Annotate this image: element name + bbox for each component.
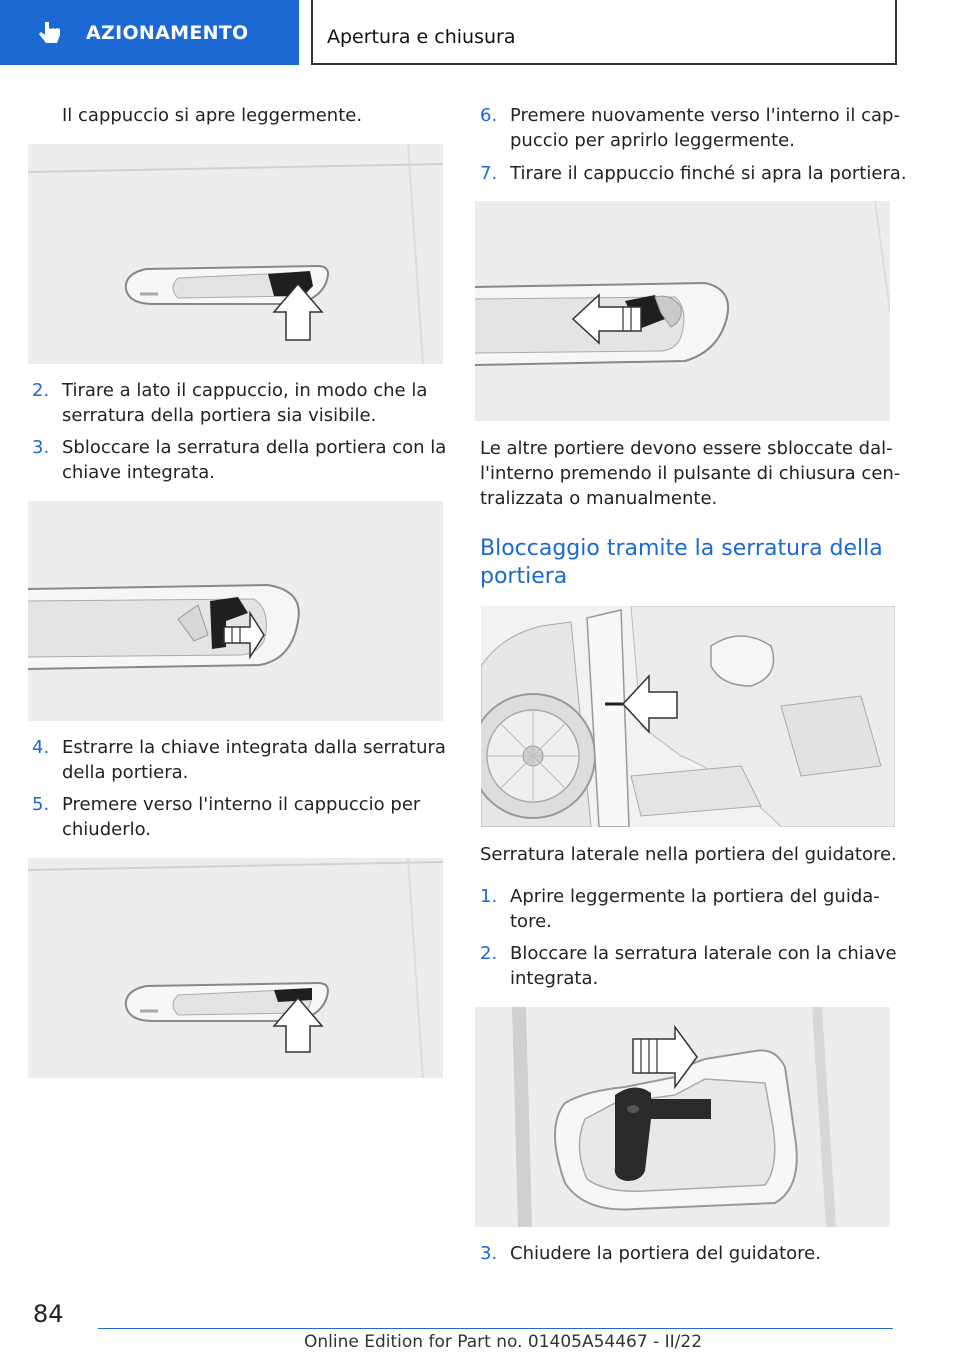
step-number: 2. (32, 380, 50, 401)
step-text-line: Tirare a lato il cappuccio, in modo che la (62, 380, 428, 401)
chapter-header (311, 0, 897, 65)
step-number: 6. (480, 105, 498, 126)
step-text-line: Estrarre la chiave integrata dalla serratura (62, 737, 446, 758)
step-number: 7. (480, 163, 498, 184)
footer-edition: Online Edition for Part no. 01405A54467 - II/22 (304, 1332, 703, 1352)
step-text-line: chiave integrata. (62, 462, 215, 483)
footer-divider (98, 1328, 893, 1329)
figure-caption: Serratura laterale nella portiera del guidatore. (480, 844, 897, 865)
step-text-line: Sbloccare la serratura della portiera con la (62, 437, 447, 458)
step-number: 4. (32, 737, 50, 758)
intro-text: Il cappuccio si apre leggermente. (62, 105, 363, 126)
paragraph-line: Le altre portiere devono essere sbloccate dal‐ (480, 438, 893, 459)
step-text-line: Premere verso l'interno il cappuccio per (62, 794, 421, 815)
figure-handle-cap-close (28, 858, 443, 1078)
step-text-line: della portiera. (62, 762, 189, 783)
figure-handle-cap-open (28, 144, 443, 364)
paragraph-line: l'interno premendo il pulsante di chiusura cen‐ (480, 463, 901, 484)
section-tab (0, 0, 299, 65)
figure-side-lock-key (475, 1007, 890, 1227)
figure-door-side-lock (481, 606, 895, 827)
figure-pull-cap-open-door (475, 201, 890, 421)
pointing-hand-icon (36, 20, 64, 48)
step-text-line: serratura della portiera sia visibile. (62, 405, 377, 426)
step-text-line: Tirare il cappuccio finché si apra la portiera. (510, 163, 907, 184)
paragraph-line: tralizzata o manualmente. (480, 488, 718, 509)
step-number: 5. (32, 794, 50, 815)
step-number: 3. (32, 437, 50, 458)
section-heading-line: Bloccaggio tramite la serratura della (480, 536, 883, 561)
figure-unlock-with-key (28, 501, 443, 721)
step-text-line: Bloccare la serratura laterale con la chiave (510, 943, 897, 964)
step-text-line: Chiudere la portiera del guidatore. (510, 1243, 821, 1264)
chapter-title: Apertura e chiusura (327, 26, 516, 48)
step-number: 2. (480, 943, 498, 964)
step-text-line: chiuderlo. (62, 819, 152, 840)
step-number: 3. (480, 1243, 498, 1264)
step-text-line: tore. (510, 911, 552, 932)
step-text-line: Premere nuovamente verso l'interno il cap‐ (510, 105, 900, 126)
section-heading-line: portiera (480, 564, 568, 589)
step-text-line: integrata. (510, 968, 599, 989)
section-label: AZIONAMENTO (86, 22, 249, 44)
page-number: 84 (33, 1300, 64, 1328)
step-number: 1. (480, 886, 498, 907)
step-text-line: puccio per aprirlo leggermente. (510, 130, 795, 151)
step-text-line: Aprire leggermente la portiera del guida‐ (510, 886, 880, 907)
